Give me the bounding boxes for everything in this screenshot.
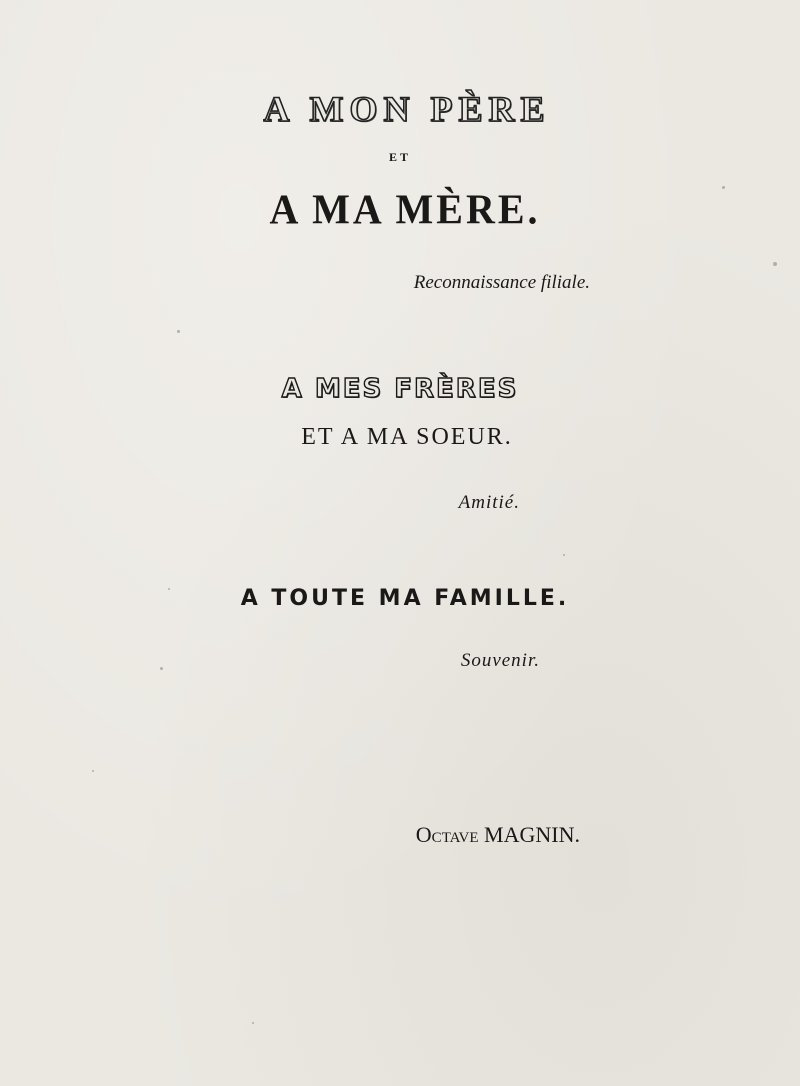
dedication-father-first: A	[263, 89, 296, 129]
paper-speck	[722, 186, 725, 189]
paper-speck	[177, 330, 180, 333]
dedication-brothers: A MES FRÈRES	[281, 374, 519, 404]
dedication-family: A TOUTE MA FAMILLE.	[240, 586, 570, 611]
paper-speck	[160, 667, 163, 670]
paper-speck	[773, 262, 777, 266]
sentiment-amitie: Amitié.	[458, 492, 520, 513]
dedication-sister: ET A MA SOEUR.	[301, 424, 513, 450]
paper-speck	[168, 588, 170, 590]
dedication-mother: A MA MÈRE.	[269, 185, 541, 234]
sentiment-souvenir: Souvenir.	[460, 650, 540, 671]
paper-speck	[563, 554, 565, 556]
conjunction-et: ET	[388, 150, 411, 164]
paper-speck	[92, 770, 94, 772]
author-signature	[380, 822, 580, 848]
author-first-name: Octave	[415, 822, 479, 847]
dedication-father-rest: MON PÈRE	[309, 89, 551, 129]
sentiment-reconnaissance: Reconnaissance filiale.	[413, 272, 590, 293]
dedication-father	[0, 88, 800, 130]
paper-speck	[252, 1022, 254, 1024]
author-last-name: MAGNIN.	[484, 822, 580, 847]
